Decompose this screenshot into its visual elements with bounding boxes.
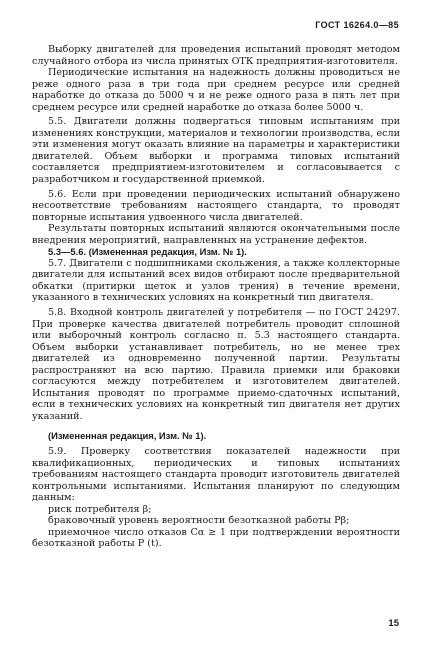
list-item-acceptance-number: приемочное число отказов Cα ≥ 1 при подтверждении вероятности безотказной работы P (t). — [32, 526, 400, 550]
list-item-rejection-level: браковочный уровень вероятности безотказной работы Pβ; — [48, 515, 350, 527]
list-item-consumer-risk: риск потребителя β; — [48, 503, 152, 515]
paragraph-periodic-tests: Периодические испытания на надежность должны проводиться не реже одного раза в три года при среднем ресурсе или средней наработке до отказа до 5000 ч и не реже одного раза в пять лет при среднем ресурсе или средней наработке до отказа более 5000 ч. — [32, 67, 400, 113]
paragraph-5-9: 5.9. Проверку соответствия показателей надежности при квалификационных, периодических и типовых испытаниях требованиям настоящего стандарта проводит изготовитель двигателей контрольными испытаниями. Испытания планируют по следующим данным: — [32, 446, 400, 504]
page-number: 15 — [388, 618, 399, 629]
amendment-note-5-3-5-6: 5.3—5.6. (Измененная редакция, Изм. № 1). — [48, 246, 247, 258]
standard-header: ГОСТ 16264.0—85 — [315, 20, 399, 30]
document-body — [32, 44, 400, 550]
paragraph-5-8: 5.8. Входной контроль двигателей у потребителя — по ГОСТ 24297. При проверке качества двигателей потребитель проводит сплошной или выборочный контроль согласно п. 5.3 настоящего стандарта. Объем выборки устанавливает потребитель, но не менее трех двигателей из одновременно полученной партии. Результаты распространяют на всю партию. Правила приемки или браковки согласуются между потребителем и изготовителем двигателей. Испытания проводят по программе приемо-сдаточных испытаний, если в технических условиях на конкретный тип двигателя нет других указаний. — [32, 307, 400, 422]
paragraph-5-5: 5.5. Двигатели должны подвергаться типовым испытаниям при изменениях конструкции, материалов и технологии производства, если эти изменения могут оказать влияние на параметры и характеристики двигателей. Объем выборки и программа типовых испытаний составляется предприятием-изготовителем и согласовывается с разработчиком и государственной приемкой. — [32, 116, 400, 186]
paragraph-5-7: 5.7. Двигатели с подшипниками скольжения, а также коллекторные двигатели для испытаний всех видов отбирают после предварительной обкатки (притирки щеток и узлов трения) в течение времени, указанного в технических условиях на конкретный тип двигателя. — [32, 257, 400, 304]
paragraph-5-6: 5.6. Если при проведении периодических испытаний обнаружено несоответствие требованиям настоящего стандарта, то проводят повторные испытания удвоенного числа двигателей. — [32, 188, 400, 223]
amendment-note-5-8: (Измененная редакция, Изм. № 1). — [48, 429, 207, 441]
paragraph-sampling: Выборку двигателей для проведения испытаний проводят методом случайного отбора из числа принятых ОТК предприятия-изготовителя. — [32, 44, 400, 67]
paragraph-repeat-results: Результаты повторных испытаний являются окончательными после внедрения мероприятий, направленных на устранение дефектов. — [32, 223, 400, 246]
